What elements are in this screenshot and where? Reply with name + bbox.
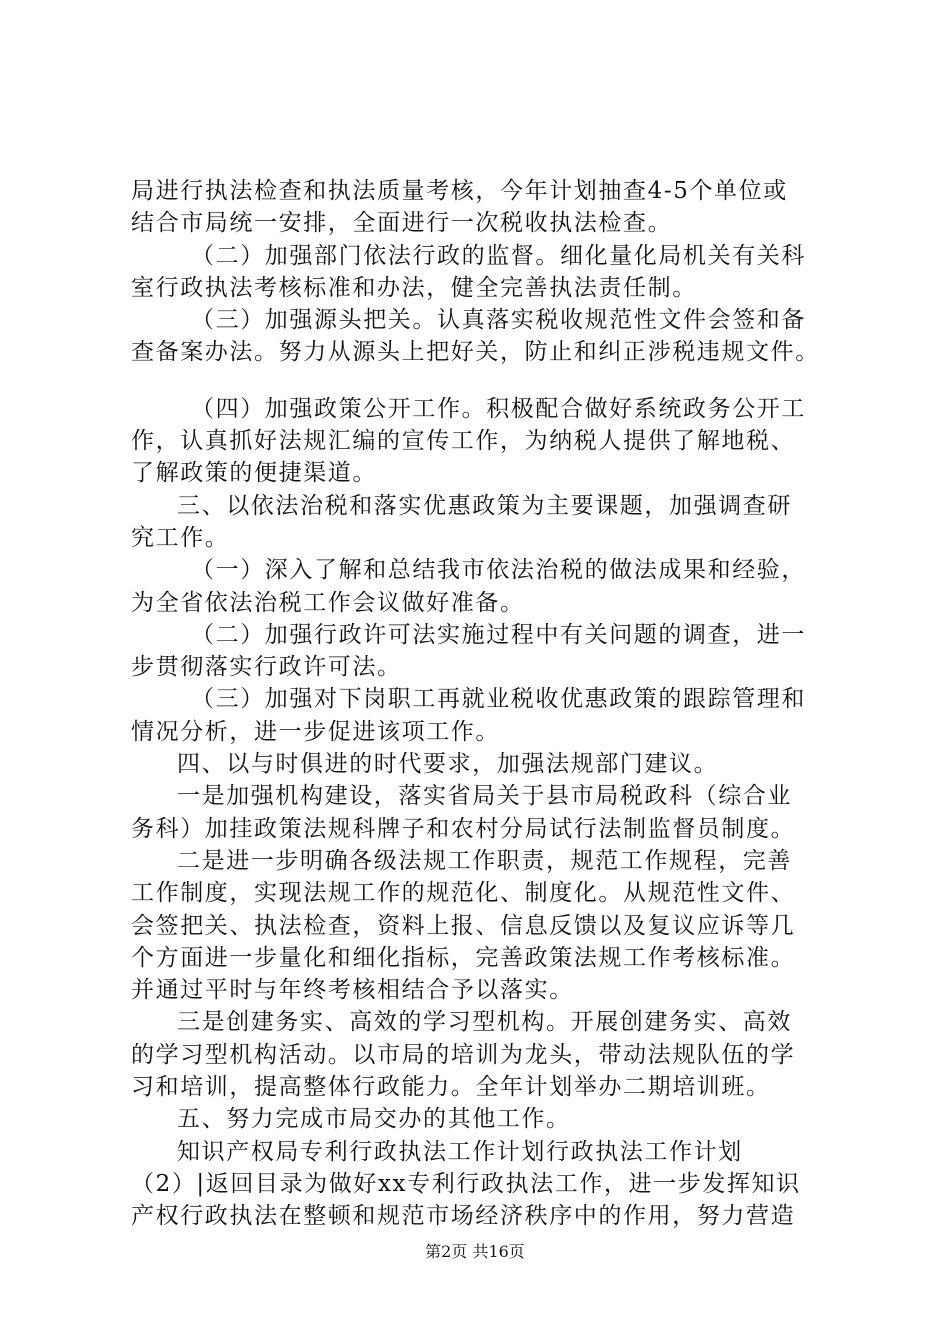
text-line: 知识产权局专利行政执法工作计划行政执法工作计划 (177, 1138, 743, 1165)
text-line: （二）加强部门依法行政的监督。细化量化局机关有关科 (191, 242, 806, 269)
text-line: 步贯彻落实行政许可法。 (131, 654, 402, 681)
text-line: 会签把关、执法检查，资料上报、信息反馈以及复议应诉等几 (131, 912, 796, 939)
text-line: （二）加强行政许可法实施过程中有关问题的调查，进一 (191, 621, 806, 648)
text-line: 五、努力完成市局交办的其他工作。 (177, 1106, 571, 1133)
page-number-footer: 第2页 共16页 (425, 1242, 525, 1261)
text-line: 究工作。 (131, 524, 230, 551)
text-line: （三）加强源头把关。认真落实税收规范性文件会签和备 (191, 307, 806, 334)
text-line: 为全省依法治税工作会议做好准备。 (131, 589, 525, 616)
text-line: 三是创建务实、高效的学习型机构。开展创建务实、高效 (177, 1009, 792, 1036)
text-line: 产权行政执法在整顿和规范市场经济秩序中的作用，努力营造 (131, 1203, 796, 1230)
text-line: （三）加强对下岗职工再就业税收优惠政策的跟踪管理和 (191, 686, 806, 713)
text-line: 的学习型机构活动。以市局的培训为龙头，带动法规队伍的学 (131, 1041, 796, 1068)
text-line: 结合市局统一安排，全面进行一次税收执法检查。 (131, 210, 673, 237)
text-line: 四、以与时俱进的时代要求，加强法规部门建议。 (177, 751, 719, 778)
text-line: 个方面进一步量化和细化指标，完善政策法规工作考核标准。 (131, 944, 796, 971)
text-line: 务科）加挂政策法规科牌子和农村分局试行法制监督员制度。 (131, 815, 796, 842)
text-line: 二是进一步明确各级法规工作职责，规范工作规程，完善 (177, 847, 792, 874)
text-line: 局进行执法检查和执法质量考核，今年计划抽查4-5个单位或 (131, 178, 788, 204)
text-line: （一）深入了解和总结我市依法治税的做法成果和经验， (191, 557, 806, 584)
text-line: 情况分析，进一步促进该项工作。 (131, 718, 500, 745)
text-line: 查备案办法。努力从源头上把好关，防止和纠正涉税违规文件。 (131, 339, 820, 366)
text-line: 工作制度，实现法规工作的规范化、制度化。从规范性文件、 (131, 880, 796, 907)
text-line: 并通过平时与年终考核相结合予以落实。 (131, 977, 574, 1004)
text-line: （四）加强政策公开工作。积极配合做好系统政务公开工 (191, 395, 806, 422)
text-line: 习和培训，提高整体行政能力。全年计划举办二期培训班。 (131, 1074, 771, 1101)
text-line: 作，认真抓好法规汇编的宣传工作，为纳税人提供了解地税、 (131, 428, 796, 455)
text-line: （2）|返回目录为做好xx专利行政执法工作，进一步发挥知识 (131, 1170, 801, 1197)
document-body (131, 175, 841, 1233)
paragraph-gap (131, 369, 841, 393)
text-line: 三、以依法治税和落实优惠政策为主要课题，加强调查研 (177, 492, 792, 519)
text-line: 室行政执法考核标准和办法，健全完善执法责任制。 (131, 274, 697, 301)
text-line: 了解政策的便捷渠道。 (131, 460, 377, 487)
text-line: 一是加强机构建设，落实省局关于县市局税政科（综合业 (177, 783, 792, 810)
